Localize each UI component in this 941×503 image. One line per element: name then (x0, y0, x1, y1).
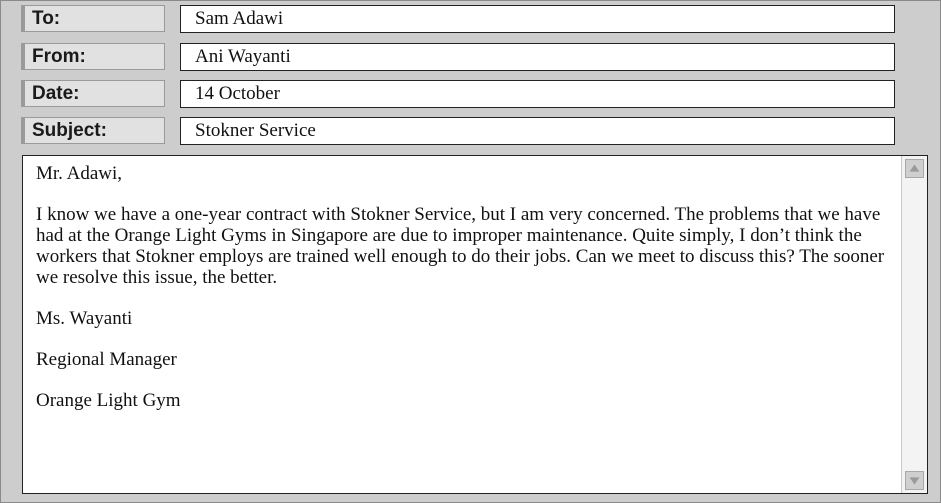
from-label: From: (21, 43, 165, 70)
to-field[interactable]: Sam Adawi (180, 5, 895, 33)
message-paragraph: I know we have a one-year contract with Stokner Service, but I am very concerned. The problems that we have had at the Orange Light Gyms in Singapore are due to improper maintenance. Quite simply, I don’t think the workers that Stokner employs are trained well enough to do their jobs. Can we meet to discuss this? The sooner we resolve this issue, the better. (36, 204, 885, 288)
from-field[interactable]: Ani Wayanti (180, 43, 895, 71)
date-label: Date: (21, 80, 165, 107)
date-field[interactable]: 14 October (180, 80, 895, 108)
signature-name: Ms. Wayanti (36, 308, 133, 329)
subject-field[interactable]: Stokner Service (180, 117, 895, 145)
vertical-scrollbar[interactable] (901, 156, 927, 493)
subject-label: Subject: (21, 117, 165, 144)
triangle-up-icon (906, 160, 923, 177)
scroll-up-button[interactable] (905, 159, 924, 178)
signature-title: Regional Manager (36, 349, 177, 370)
message-text (36, 163, 898, 431)
message-body[interactable] (22, 155, 928, 494)
triangle-down-icon (906, 472, 923, 489)
to-label: To: (21, 5, 165, 32)
signature-company: Orange Light Gym (36, 390, 181, 411)
scroll-down-button[interactable] (905, 471, 924, 490)
greeting: Mr. Adawi, (36, 163, 123, 184)
